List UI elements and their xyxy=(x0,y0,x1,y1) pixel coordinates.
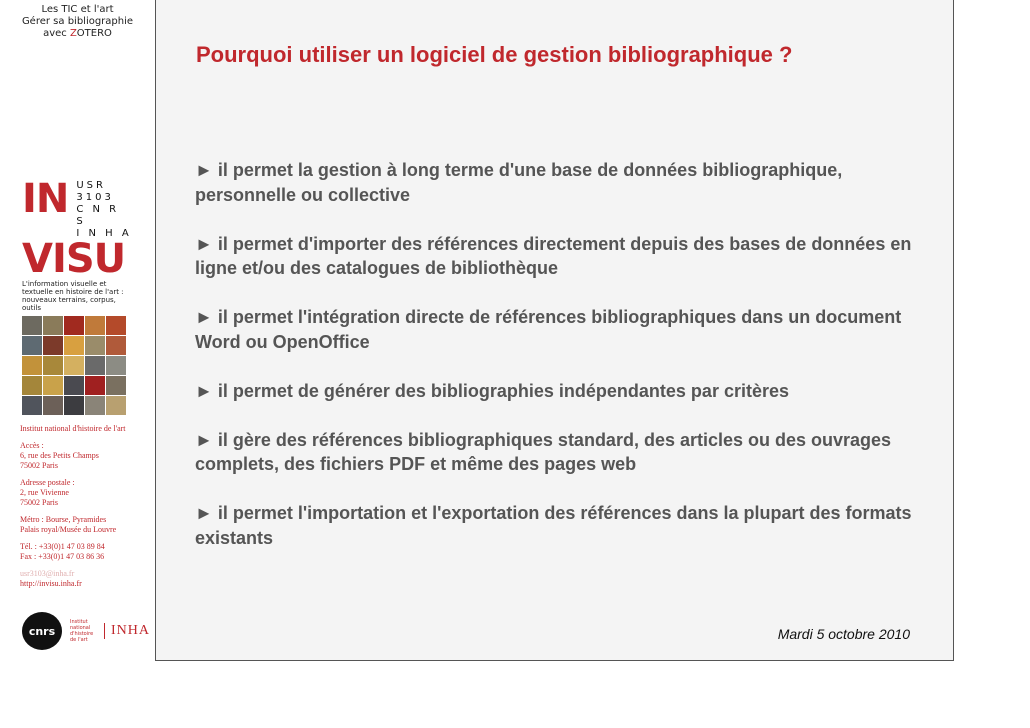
logo-inha: I N H A xyxy=(76,228,132,239)
fax-number: Fax : +33(0)1 47 03 86 36 xyxy=(20,552,105,561)
institut-logo-text xyxy=(70,619,96,643)
mosaic-tile xyxy=(43,316,63,335)
sidebar-title-line-2: Gérer sa bibliographie xyxy=(21,16,134,27)
logo-cnrs: C N R S xyxy=(76,204,120,227)
acces-line-1: 6, rue des Petits Champs xyxy=(20,451,99,460)
mosaic-tile xyxy=(22,336,42,355)
logo-small-text xyxy=(76,180,132,240)
contact-info xyxy=(20,424,155,589)
bullet-item: ► il permet la gestion à long terme d'une base de données bibliographique, personnelle ou collective xyxy=(195,160,843,205)
mosaic-tile xyxy=(85,396,105,415)
cnrs-logo: cnrs xyxy=(22,612,62,650)
mosaic-tile xyxy=(64,376,84,395)
logo-in: IN xyxy=(22,176,69,222)
title-otero: OTERO xyxy=(76,28,112,39)
mosaic-tile xyxy=(22,396,42,415)
inha-logo: INHA xyxy=(104,623,150,639)
metro-line-1: Métro : Bourse, Pyramides xyxy=(20,515,107,524)
acces-line-2: 75002 Paris xyxy=(20,461,58,470)
mosaic-tile xyxy=(43,396,63,415)
mosaic-tile xyxy=(64,316,84,335)
logo-usr: USR 3103 xyxy=(76,180,114,203)
mosaic-tile xyxy=(22,356,42,375)
phone-number: Tél. : +33(0)1 47 03 89 84 xyxy=(20,542,105,551)
mosaic-tile xyxy=(106,356,126,375)
bullet-item: ► il permet l'importation et l'exportation des références dans la plupart des formats existants xyxy=(195,503,912,548)
mosaic-tile xyxy=(64,336,84,355)
sidebar-title-line-3 xyxy=(0,28,155,40)
logo-visu: VISU xyxy=(22,236,126,282)
mosaic-tile xyxy=(22,376,42,395)
sidebar xyxy=(0,0,155,662)
mosaic-tile xyxy=(106,396,126,415)
mosaic-tile xyxy=(22,316,42,335)
logo-tagline: L'information visuelle et textuelle en histoire de l'art : nouveaux terrains, corpus, outils xyxy=(22,280,124,312)
bullet-list xyxy=(195,158,935,575)
sidebar-title-line-1: Les TIC et l'art xyxy=(41,4,114,15)
mosaic-tile xyxy=(64,356,84,375)
image-mosaic xyxy=(22,316,132,415)
bullet-item: ► il gère des références bibliographiques standard, des articles ou des ouvrages complets, des fichiers PDF et même des pages web xyxy=(195,429,892,474)
slide-date: Mardi 5 octobre 2010 xyxy=(777,626,910,642)
metro-line-2: Palais royal/Musée du Louvre xyxy=(20,525,117,534)
partner-logos xyxy=(22,612,150,650)
institution-name: Institut national d'histoire de l'art xyxy=(20,424,126,433)
postal-line-2: 75002 Paris xyxy=(20,498,58,507)
slide-title: Pourquoi utiliser un logiciel de gestion bibliographique ? xyxy=(196,42,793,67)
postal-line-1: 2, rue Vivienne xyxy=(20,488,69,497)
mosaic-tile xyxy=(85,336,105,355)
email-link[interactable]: usr3103@inha.fr xyxy=(20,569,75,578)
acces-label: Accès : xyxy=(20,441,44,450)
mosaic-tile xyxy=(43,336,63,355)
bullet-item: ► il permet de générer des bibliographies indépendantes par critères xyxy=(195,380,789,401)
postal-label: Adresse postale : xyxy=(20,478,75,487)
institut-line-1: Institut xyxy=(70,619,88,625)
institut-line-3: d'histoire xyxy=(70,631,94,637)
mosaic-tile xyxy=(85,316,105,335)
mosaic-tile xyxy=(43,356,63,375)
website-link[interactable]: http://invisu.inha.fr xyxy=(20,579,82,588)
mosaic-tile xyxy=(85,356,105,375)
institut-line-4: de l'art xyxy=(70,637,88,643)
mosaic-tile xyxy=(106,316,126,335)
sidebar-title xyxy=(0,4,155,40)
institut-line-2: national xyxy=(70,625,91,631)
mosaic-tile xyxy=(106,336,126,355)
title-avec: avec xyxy=(43,28,70,39)
invisu-logo xyxy=(22,176,132,415)
mosaic-tile xyxy=(106,376,126,395)
mosaic-tile xyxy=(64,396,84,415)
zotero-z-letter: Z xyxy=(69,28,77,39)
bullet-item: ► il permet l'intégration directe de références bibliographiques dans un document Word ou OpenOffice xyxy=(195,307,902,352)
bullet-item: ► il permet d'importer des références directement depuis des bases de données en ligne et/ou des catalogues de bibliothèque xyxy=(195,233,912,278)
mosaic-tile xyxy=(43,376,63,395)
mosaic-tile xyxy=(85,376,105,395)
